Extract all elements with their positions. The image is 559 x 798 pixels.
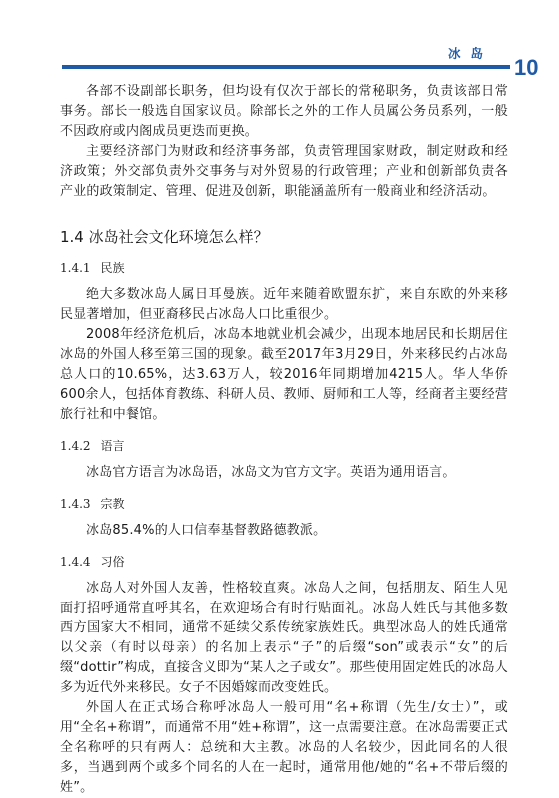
section-title: 冰岛社会文化环境怎么样？ [88, 228, 269, 247]
page-body [60, 82, 508, 798]
subsection-title: 宗教 [100, 496, 125, 511]
body-paragraph: 冰岛官方语言为冰岛语，冰岛文为官方文字。英语为通用语言。 [86, 464, 456, 480]
body-paragraph: 外国人在正式场合称呼冰岛人一般可用“名+称谓（先生/女士）”，或用“全名+称谓”，而通常不用“姓+称谓”，这一点需要注意。在冰岛需要正式全名称呼的只有两人：总统和大主教。冰岛的人名较少，因此同名的人很多，当遇到两个或多个同名的人在一起时，通常用他/她的“名+不带后缀的姓”。 [60, 700, 508, 795]
header-rule [62, 65, 510, 69]
body-paragraph: 冰岛人对外国人友善，性格较直爽。冰岛人之间，包括朋友、陌生人见面打招呼通常直呼其名，在欢迎场合有时行贴面礼。冰岛人姓氏与其他多数西方国家大不相同，通常不延续父系传统家族姓氏。典型冰岛人的姓氏通常以父亲（有时以母亲）的名加上表示“子”的后缀“son”或表示“女”的后缀“dottir”构成，直接含义即为“某人之子或女”。那些使用固定姓氏的冰岛人多为近代外来移民。女子不因婚嫁而改变姓氏。 [60, 580, 508, 696]
subsection-heading [60, 495, 508, 513]
subsection-title: 习俗 [100, 554, 125, 569]
subsection-number: 1.4.2 [60, 438, 91, 453]
subsection-title: 语言 [100, 438, 125, 453]
section-number: 1.4 [60, 228, 84, 247]
chapter-label: 冰岛 [448, 46, 494, 61]
body-paragraph: 2008年经济危机后，冰岛本地就业机会减少，出现本地居民和长期居住冰岛的外国人移至第三国的现象。截至2017年3月29日，外来移民约占冰岛总人口的10.65%，达3.63万人，较2016年同期增加4215人。华人华侨600余人，包括体育教练、科研人员、教师、厨师和工人等，经商者主要经营旅行社和中餐馆。 [60, 327, 508, 422]
subsection-heading [60, 259, 508, 277]
subsection-heading [60, 437, 508, 455]
subsection-heading [60, 553, 508, 571]
body-paragraph: 绝大多数冰岛人属日耳曼族。近年来随着欧盟东扩，来自东欧的外来移民显著增加，但亚裔移民占冰岛人口比重很少。 [60, 287, 508, 323]
subsection-number: 1.4.3 [60, 496, 91, 511]
section-heading [60, 227, 508, 247]
subsection-title: 民族 [100, 261, 125, 276]
page-number: 10 [514, 55, 539, 80]
body-paragraph: 冰岛85.4%的人口信奉基督教路德教派。 [86, 522, 327, 538]
subsection-number: 1.4.1 [60, 261, 91, 276]
intro-paragraph: 各部不设副部长职务，但均设有仅次于部长的常秘职务，负责该部日常事务。部长一般选自国家议员。除部长之外的工作人员属公务员系列，一般不因政府或内阁成员更迭而更换。 [60, 84, 508, 139]
intro-paragraph: 主要经济部门为财政和经济事务部，负责管理国家财政，制定财政和经济政策；外交部负责外交事务与对外贸易的行政管理；产业和创新部负责各产业的政策制定、管理、促进及创新，职能涵盖所有一般商业和经济活动。 [60, 143, 508, 199]
subsection-number: 1.4.4 [60, 554, 91, 569]
